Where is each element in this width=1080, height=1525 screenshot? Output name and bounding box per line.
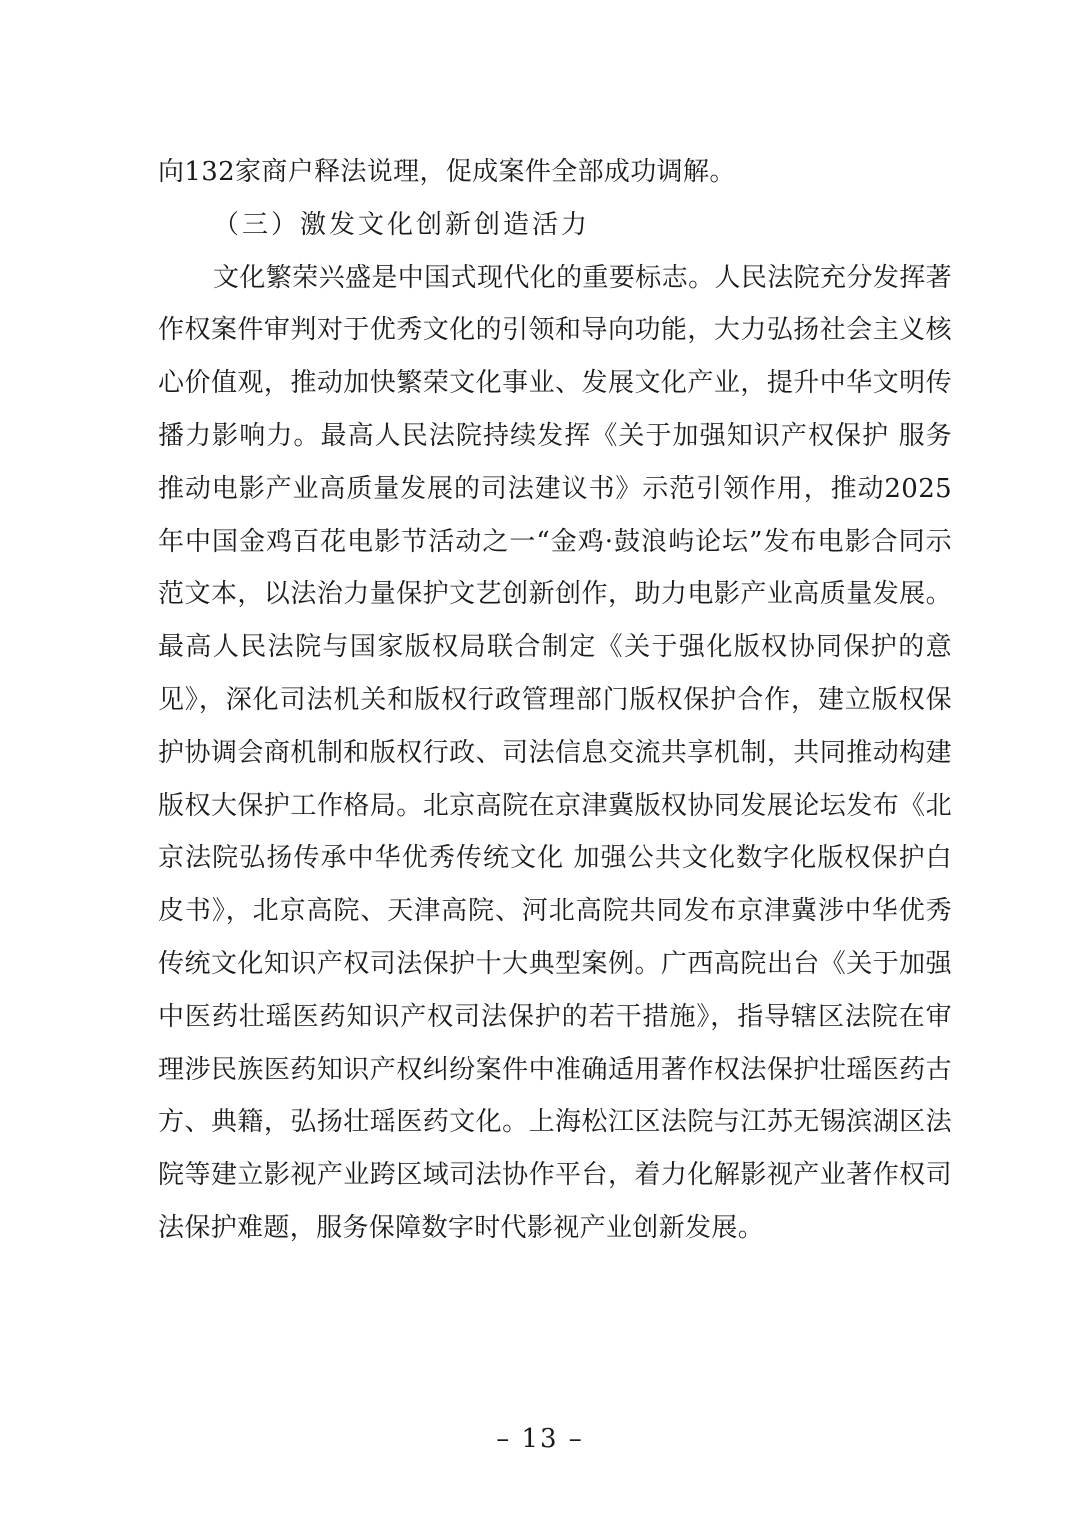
section-heading: （三）激发文化创新创造活力 xyxy=(213,209,591,240)
continuation-paragraph: 向132家商户释法说理，促成案件全部成功调解。 xyxy=(158,157,736,187)
page-number: – 13 – xyxy=(496,1424,584,1454)
document-body xyxy=(158,146,952,1255)
body-paragraph: 文化繁荣兴盛是中国式现代化的重要标志。人民法院充分发挥著作权案件审判对于优秀文化的引领和导向功能，大力弘扬社会主义核心价值观，推动加快繁荣文化事业、发展文化产业，提升中华文明传播力影响力。最高人民法院持续发挥《关于加强知识产权保护 服务推动电影产业高质量发展的司法建议书》示范引领作用，推动2025年中国金鸡百花电影节活动之一“金鸡·鼓浪屿论坛”发布电影合同示范文本，以法治力量保护文艺创新创作，助力电影产业高质量发展。最高人民法院与国家版权局联合制定《关于强化版权协同保护的意见》，深化司法机关和版权行政管理部门版权保护合作，建立版权保护协调会商机制和版权行政、司法信息交流共享机制，共同推动构建版权大保护工作格局。北京高院在京津冀版权协同发展论坛发布《北京法院弘扬传承中华优秀传统文化 加强公共文化数字化版权保护白皮书》，北京高院、天津高院、河北高院共同发布京津冀涉中华优秀传统文化知识产权司法保护十大典型案例。广西高院出台《关于加强中医药壮瑶医药知识产权司法保护的若干措施》，指导辖区法院在审理涉民族医药知识产权纠纷案件中准确适用著作权法保护壮瑶医药古方、典籍，弘扬壮瑶医药文化。上海松江区法院与江苏无锡滨湖区法院等建立影视产业跨区域司法协作平台，着力化解影视产业著作权司法保护难题，服务保障数字时代影视产业创新发展。 xyxy=(158,262,952,1243)
